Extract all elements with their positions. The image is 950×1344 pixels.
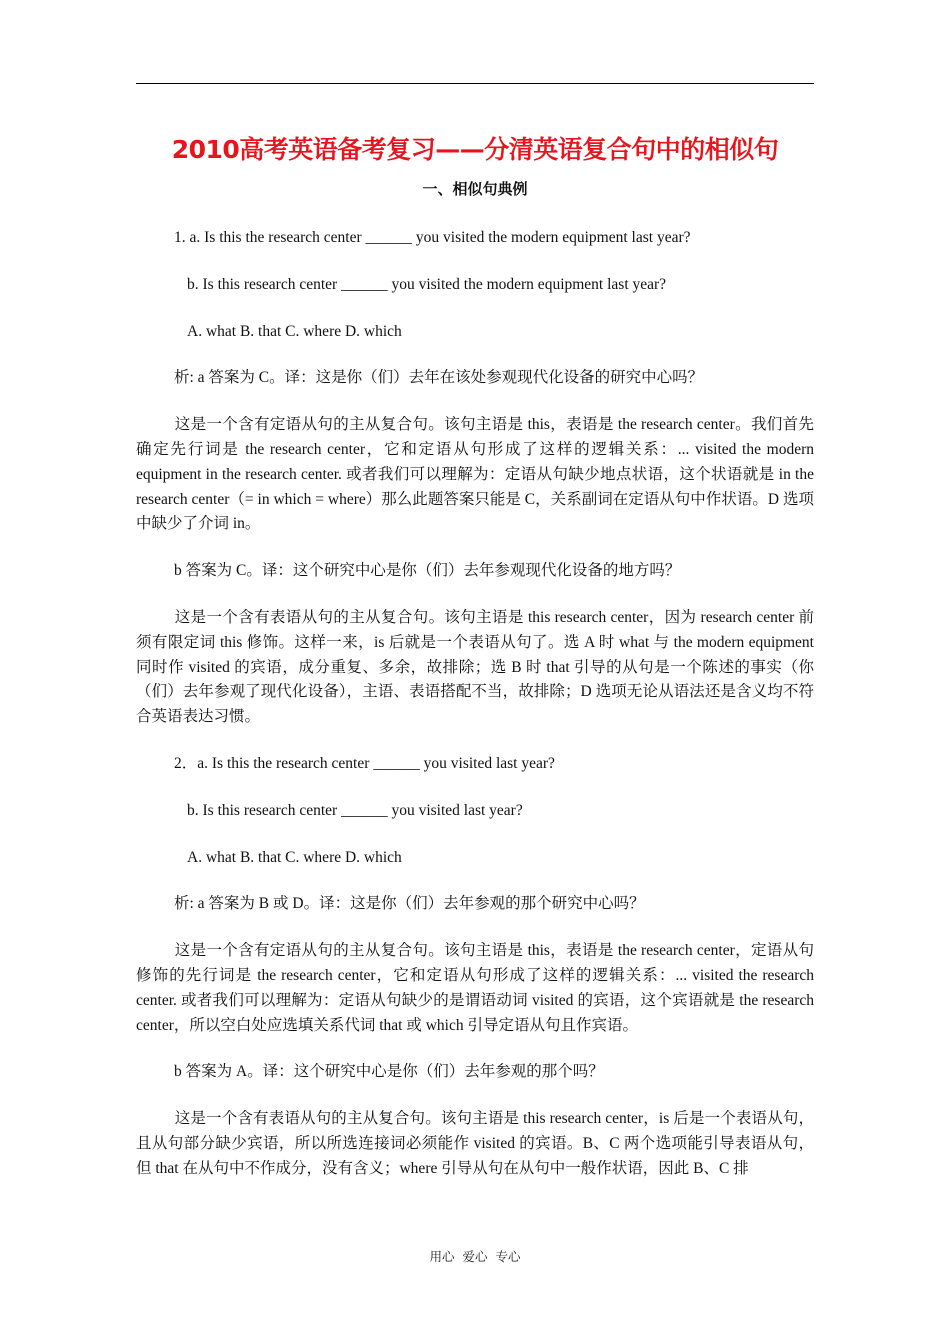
question-1b: b. Is this research center ______ you visited the modern equipment last year? [187,275,667,293]
question-1b-explanation: 这是一个含有表语从句的主从复合句。该句主语是 this research center，因为 research center 前须有限定词 this 修饰。这样一来，is 后就是一个表语从句了。选 A 时 what 与 the modern equipment 同时作 visited 的宾语，成分重复、多余，故排除；选 B 时 that 引导的从句是一个陈述的事实（你（们）去年参观了现代化设备），主语、表语搭配不当，故排除；D 选项无论从语法还是含义均不符合英语表达习惯。 [136,608,814,726]
question-1a-explanation: 这是一个含有定语从句的主从复合句。该句主语是 this，表语是 the research center。我们首先确定先行词是 the research center，它和定语从句形成了这样的逻辑关系：... visited the modern equipment in the research center. 或者我们可以理解为：定语从句缺少地点状语，这个状语就是 in the research center（= in which = where）那么此题答案只能是 C，关系副词在定语从句中作状语。D 选项中缺少了介词 in。 [136,416,814,533]
question-2b-explanation: 这是一个含有表语从句的主从复合句。该句主语是 this research center，is 后是一个表语从句，且从句部分缺少宾语，所以所选连接词必须能作 visited 的宾语。B、C 两个选项能引导表语从句，但 that 在从句中不作成分，没有含义；where 引导从句在从句中一般作状语，因此 B、C 排 [136,1110,814,1177]
question-1a: 1. a. Is this the research center ______ you visited the modern equipment last year? [174,229,691,246]
page-footer: 用心 爱心 专心 [429,1249,521,1264]
question-1a-analysis: 析: a 答案为 C。译：这是你（们）去年在该处参观现代化设备的研究中心吗？ [174,369,704,387]
question-1-options: A. what B. that C. where D. which [187,322,402,340]
question-2b: b. Is this research center ______ you visited last year? [187,801,523,819]
document-body [136,130,814,1182]
document-title: 2010高考英语备考复习——分清英语复合句中的相似句 [171,135,779,164]
question-2a-analysis: 析: a 答案为 B 或 D。译：这是你（们）去年参观的那个研究中心吗？ [174,895,645,913]
question-1b-analysis: b 答案为 C。译：这个研究中心是你（们）去年参观现代化设备的地方吗？ [174,562,681,580]
header-rule [136,83,814,84]
question-2b-analysis: b 答案为 A。译：这个研究中心是你（们）去年参观的那个吗？ [174,1063,604,1081]
question-2a-explanation: 这是一个含有定语从句的主从复合句。该句主语是 this，表语是 the research center，定语从句修饰的先行词是 the research center，它和定语从句形成了这样的逻辑关系：... visited the research center. 或者我们可以理解为：定语从句缺少的是谓语动词 visited 的宾语，这个宾语就是 the research center，所以空白处应选填关系代词 that 或 which 引导定语从句且作宾语。 [136,942,814,1034]
section-heading: 一、相似句典例 [422,180,528,198]
question-2a: 2．a. Is this the research center ______ you visited last year? [174,754,555,772]
question-2-options: A. what B. that C. where D. which [187,848,402,866]
